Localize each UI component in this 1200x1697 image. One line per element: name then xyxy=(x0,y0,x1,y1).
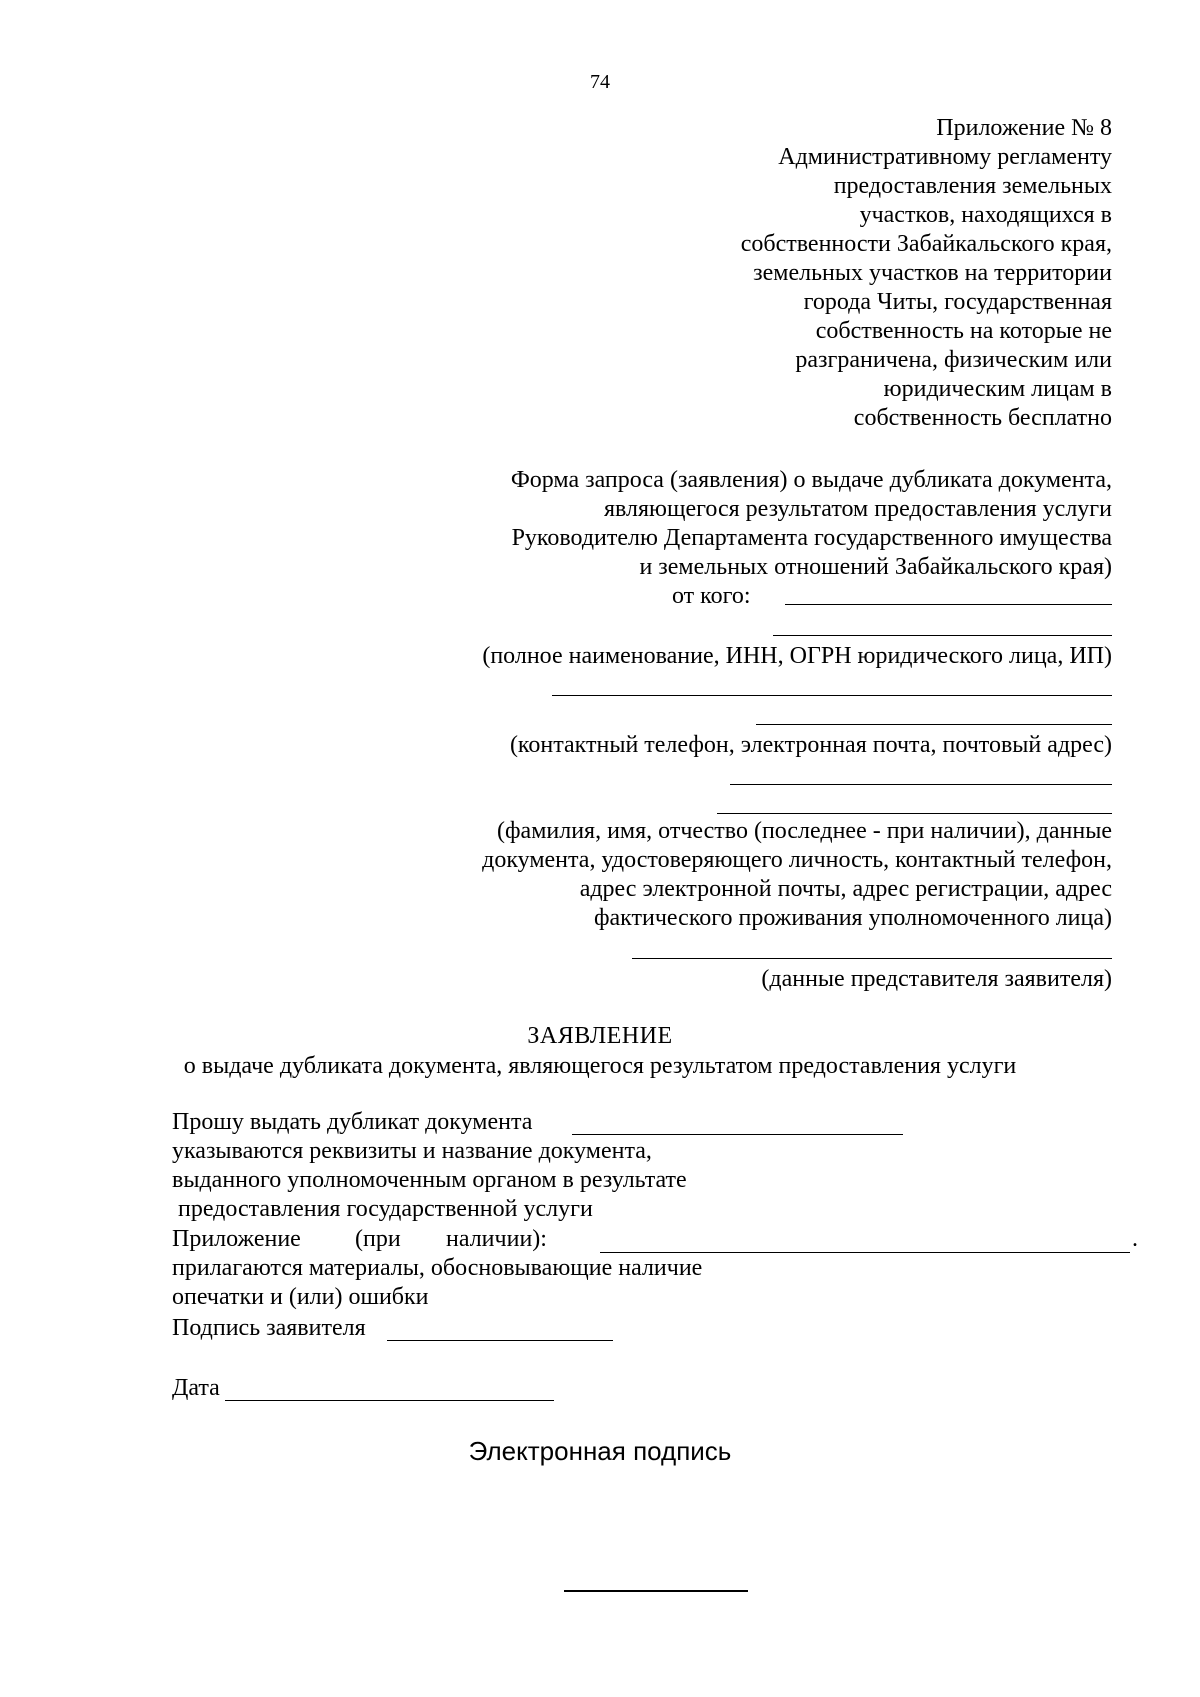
bottom-separator-line xyxy=(564,1590,748,1592)
person-caption-line: фактического проживания уполномоченного лица) xyxy=(593,905,1112,931)
from-label: от кого: xyxy=(672,583,751,609)
person-caption-line: (фамилия, имя, отчество (последнее - при наличии), данные xyxy=(497,818,1112,844)
attachment-word-3: наличии): xyxy=(446,1226,547,1252)
signature-label: Подпись заявителя xyxy=(172,1315,366,1341)
statement-subtitle: о выдаче дубликата документа, являющегося результатом предоставления услуги xyxy=(183,1053,1017,1079)
representative-caption: (данные представителя заявителя) xyxy=(761,966,1112,992)
form-header-line: Форма запроса (заявления) о выдаче дубликата документа, xyxy=(510,467,1112,493)
appendix-line: собственность на которые не xyxy=(815,318,1112,344)
appendix-line: участков, находящихся в xyxy=(859,202,1112,228)
from-input-line[interactable] xyxy=(785,604,1112,605)
contacts-input-line[interactable] xyxy=(756,724,1112,725)
statement-title: ЗАЯВЛЕНИЕ xyxy=(527,1023,673,1049)
attachment-period: . xyxy=(1132,1226,1138,1252)
form-header xyxy=(511,466,1112,582)
request-note xyxy=(172,1137,687,1224)
legal-entity-input-line[interactable] xyxy=(552,695,1112,696)
signature-input-line[interactable] xyxy=(387,1340,613,1341)
document-input-line[interactable] xyxy=(572,1134,903,1135)
attachment-input-line[interactable] xyxy=(600,1252,1130,1253)
appendix-header xyxy=(741,114,1112,433)
form-header-line: и земельных отношений Забайкальского края) xyxy=(639,554,1112,580)
attachment-word-2: (при xyxy=(355,1226,401,1252)
person-input-line-2[interactable] xyxy=(717,813,1112,814)
appendix-line: разграничена, физическим или xyxy=(795,347,1112,373)
electronic-signature-label: Электронная подпись xyxy=(468,1436,732,1466)
appendix-line: Приложение № 8 xyxy=(936,115,1112,141)
page-number: 74 xyxy=(590,71,610,93)
person-caption xyxy=(482,817,1112,933)
attachment-word-1: Приложение xyxy=(172,1226,301,1252)
representative-input-line[interactable] xyxy=(632,958,1112,959)
appendix-line: собственности Забайкальского края, xyxy=(740,231,1112,257)
request-label: Прошу выдать дубликат документа xyxy=(172,1109,533,1135)
person-caption-line: документа, удостоверяющего личность, контактный телефон, xyxy=(482,847,1112,873)
appendix-line: земельных участков на территории xyxy=(753,260,1112,286)
applicant-name-line[interactable] xyxy=(773,635,1112,636)
date-label: Дата xyxy=(172,1375,220,1401)
attachment-note xyxy=(172,1254,702,1312)
appendix-line: собственность бесплатно xyxy=(853,405,1112,431)
date-input-line[interactable] xyxy=(225,1400,554,1401)
appendix-line: города Читы, государственная xyxy=(803,289,1112,315)
attachment-note-line: прилагаются материалы, обосновывающие наличие xyxy=(172,1255,703,1281)
request-note-line: выданного уполномоченным органом в результате xyxy=(172,1167,687,1193)
legal-entity-caption: (полное наименование, ИНН, ОГРН юридического лица, ИП) xyxy=(482,643,1112,669)
attachment-note-line: опечатки и (или) ошибки xyxy=(172,1284,429,1310)
request-note-line: предоставления государственной услуги xyxy=(172,1196,593,1222)
person-input-line-1[interactable] xyxy=(730,784,1112,785)
appendix-line: предоставления земельных xyxy=(833,173,1112,199)
contacts-caption: (контактный телефон, электронная почта, почтовый адрес) xyxy=(509,732,1112,758)
appendix-line: Административному регламенту xyxy=(778,144,1112,170)
appendix-line: юридическим лицам в xyxy=(883,376,1112,402)
person-caption-line: адрес электронной почты, адрес регистрации, адрес xyxy=(579,876,1112,902)
request-note-line: указываются реквизиты и название документа, xyxy=(172,1138,652,1164)
form-header-line: являющегося результатом предоставления услуги xyxy=(603,496,1112,522)
form-header-line: Руководителю Департамента государственного имущества xyxy=(511,525,1112,551)
